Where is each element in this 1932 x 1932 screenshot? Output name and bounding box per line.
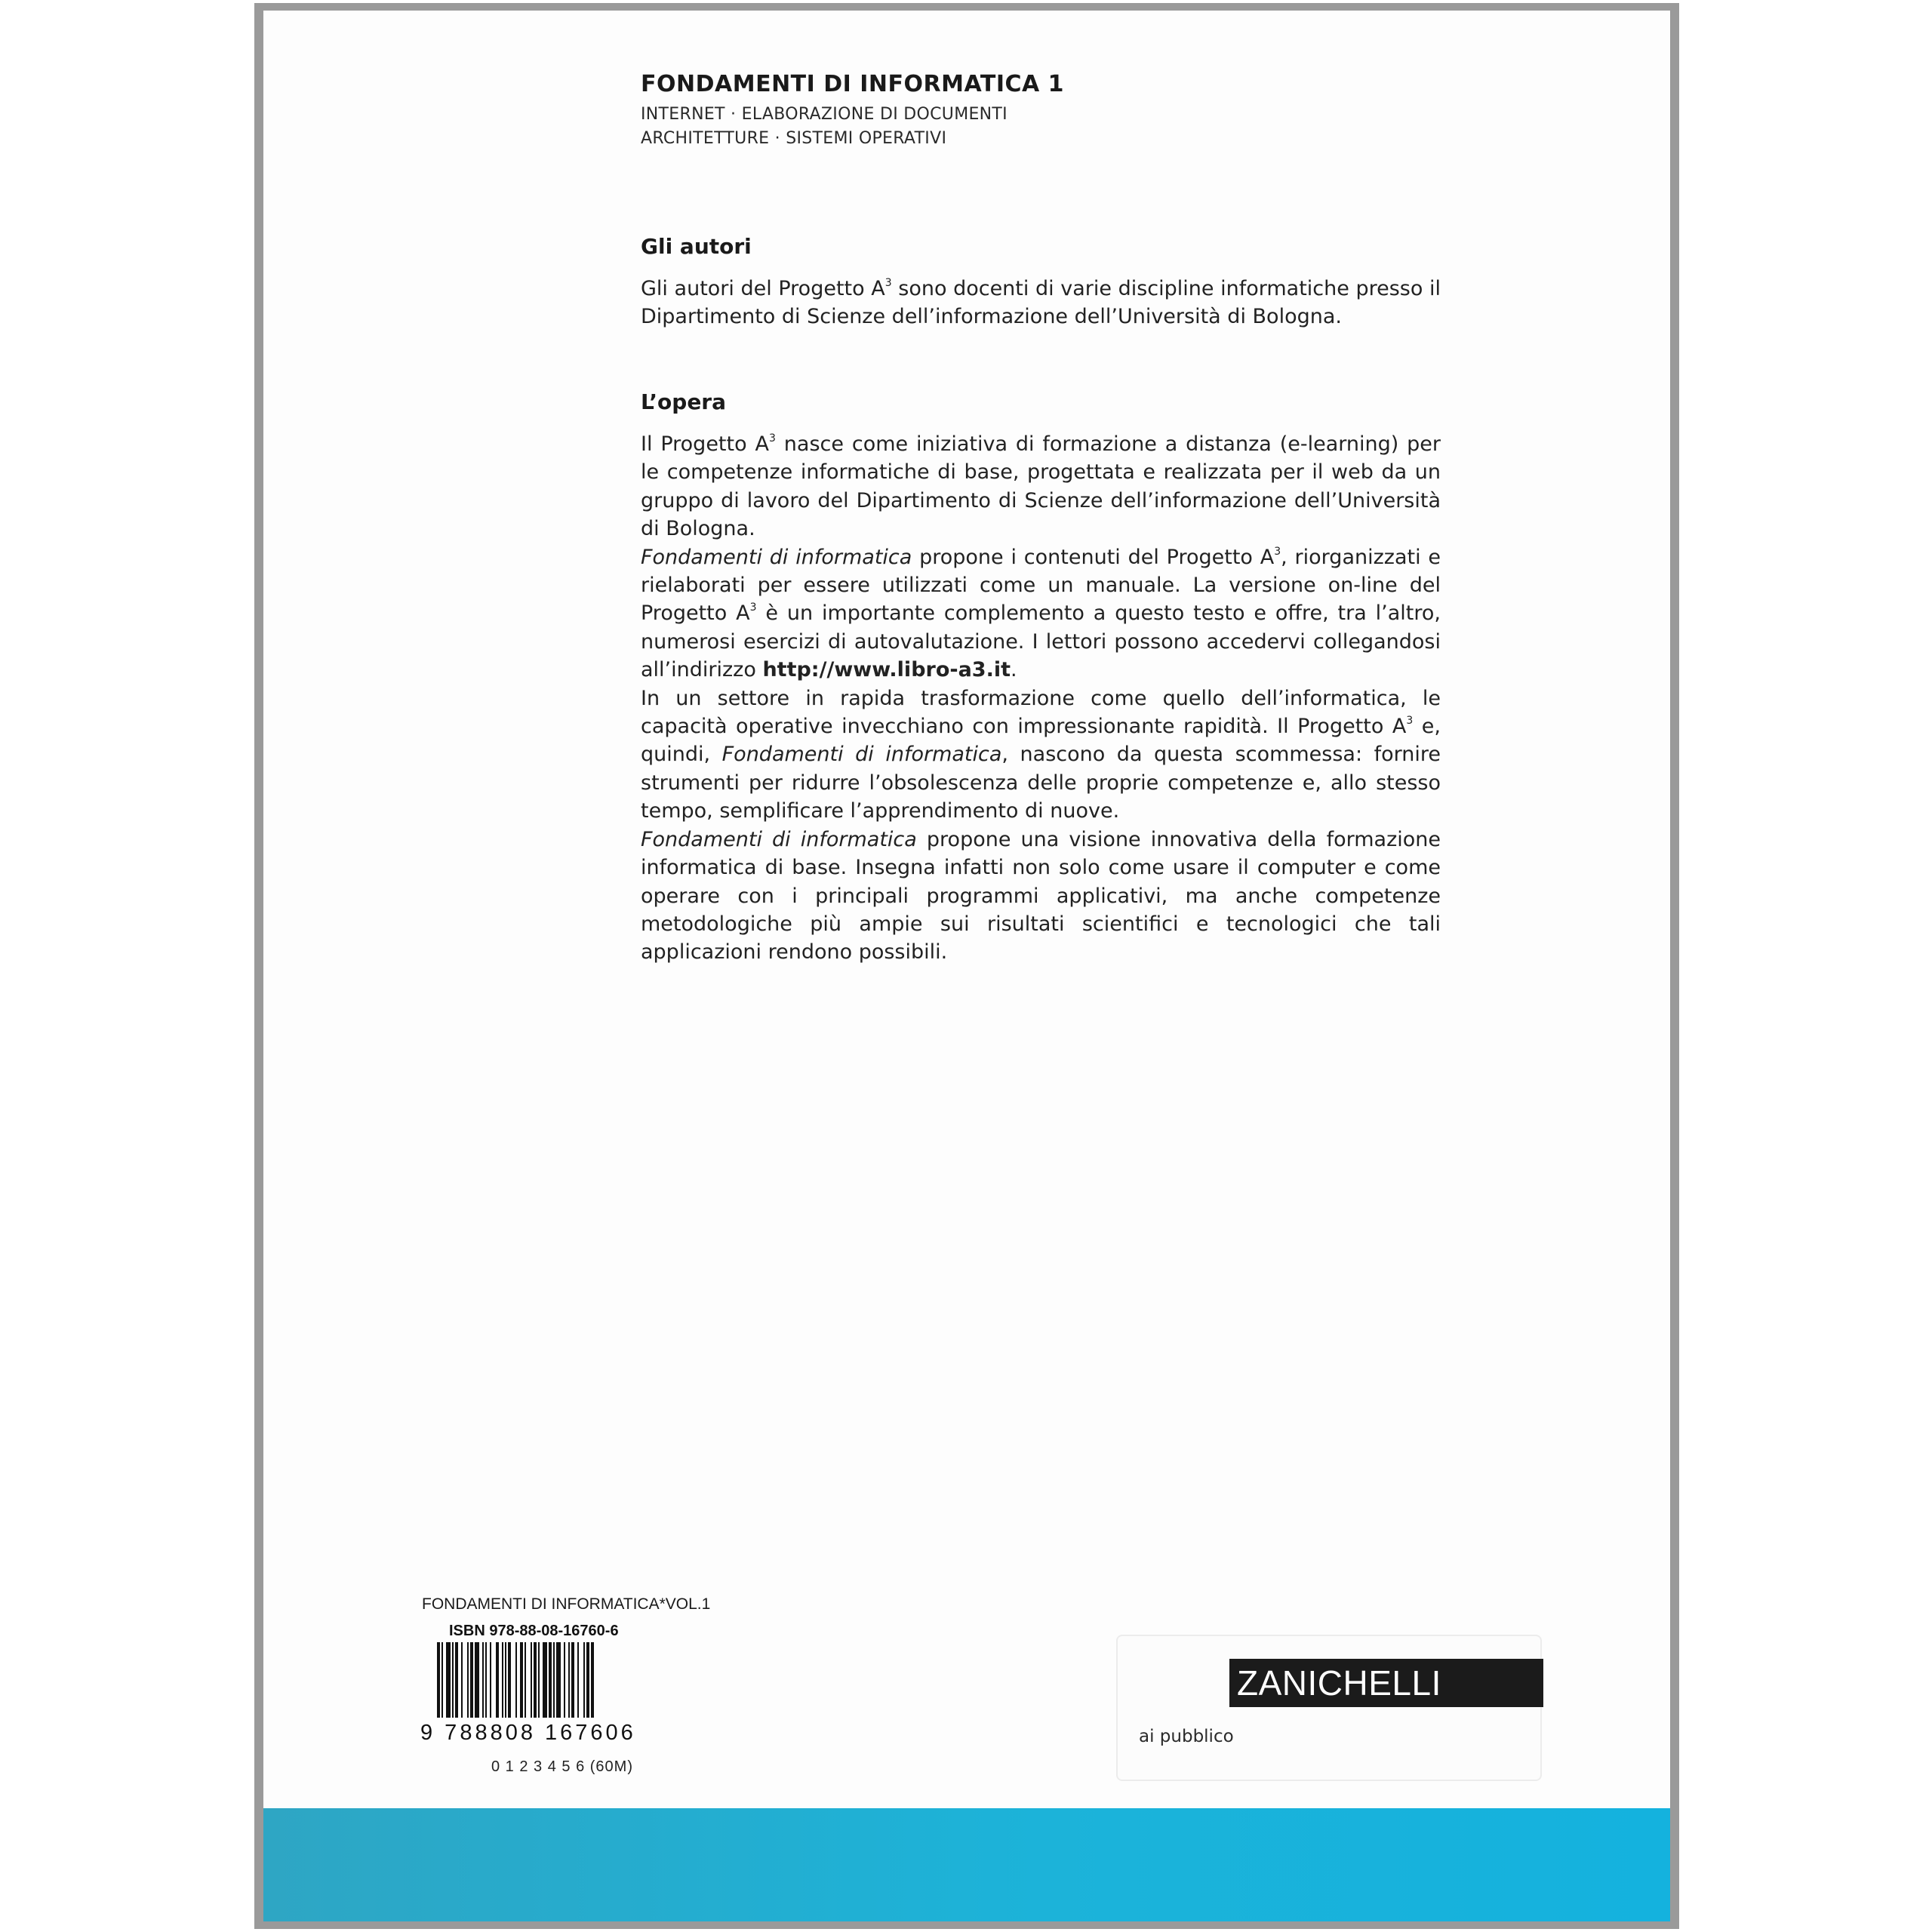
- barcode-bar: [485, 1642, 487, 1718]
- work-paragraph-4: Fondamenti di informatica propone una visione innovativa della formazione informatica di base. Insegna infatti non solo come usare il computer e come operare con i principali programmi applicativi, ma anche competenze metodologiche più ampie sui risultati scientifici e tecnologici che tali applicazioni rendono possibili.: [641, 827, 1441, 964]
- price-label: ai pubblico: [1139, 1727, 1234, 1746]
- barcode-bar: [520, 1642, 523, 1718]
- barcode-bar: [467, 1642, 469, 1718]
- barcode-bar: [543, 1642, 547, 1718]
- series-topics-line-1: INTERNET · ELABORAZIONE DI DOCUMENTI: [641, 105, 1008, 124]
- barcode-bar: [564, 1642, 565, 1718]
- barcode-bar: [577, 1642, 579, 1718]
- barcode-bar: [515, 1642, 517, 1718]
- back-cover-page: [263, 11, 1670, 1921]
- barcode-bar: [455, 1642, 458, 1718]
- barcode-bar: [531, 1642, 532, 1718]
- work-paragraph-3: In un settore in rapida trasformazione come quello dell’informatica, le capacità operative invecchiano con impressionante rapidità. Il Progetto $A^3$ e, quindi, Fondamenti di informatica, nascono da questa scommessa: fornire strumenti per ridurre l’obsolescenza delle proprie competenze e, allo stesso tempo, semplificare l’apprendimento di nuove.: [641, 686, 1441, 823]
- barcode-bar: [508, 1642, 511, 1718]
- barcode-bar: [452, 1642, 454, 1718]
- barcode-bar: [470, 1642, 473, 1718]
- series-title: FONDAMENTI DI INFORMATICA 1: [641, 71, 1065, 97]
- barcode-bar: [534, 1642, 537, 1718]
- isbn-number: ISBN 978-88-08-16760-6: [449, 1623, 619, 1639]
- work-heading: L’opera: [641, 389, 727, 414]
- series-topics: [641, 103, 1008, 151]
- barcode-bar: [505, 1642, 506, 1718]
- work-body: [641, 430, 1441, 967]
- barcode-bar: [502, 1642, 503, 1718]
- barcode-bar: [538, 1642, 540, 1718]
- website-link[interactable]: http://www.libro-a3.it: [762, 658, 1011, 682]
- series-topics-line-2: ARCHITETTURE · SISTEMI OPERATIVI: [641, 129, 947, 148]
- authors-heading: Gli autori: [641, 234, 752, 259]
- barcode-bar: [591, 1642, 594, 1718]
- barcode-bar: [586, 1642, 589, 1718]
- price-sticker: [1116, 1635, 1542, 1781]
- price-code: 0 1 2 3 4 5 6 (60M): [491, 1758, 633, 1775]
- barcode-bar: [475, 1642, 479, 1718]
- barcode-bar: [437, 1642, 440, 1718]
- barcode-bar: [446, 1642, 451, 1718]
- ean-digits: 9 788808 167606: [420, 1721, 636, 1745]
- work-paragraph-2: Fondamenti di informatica propone i contenuti del Progetto $A^3$, riorganizzati e rielaborati per essere utilizzati come un manuale. La versione on-line del Progetto $A^3$ è un importante complemento a questo testo e offre, tra l’altro, numerosi esercizi di autovalutazione. I lettori possono accedervi collegandosi all’indirizzo http://www.libro-a3.it.: [641, 545, 1441, 682]
- barcode-bar: [571, 1642, 574, 1718]
- barcode-bar: [556, 1642, 561, 1718]
- cover-frame: [254, 3, 1679, 1929]
- bottom-color-band: [263, 1808, 1670, 1921]
- isbn-title-line: FONDAMENTI DI INFORMATICA*VOL.1: [422, 1595, 711, 1613]
- barcode-bar: [441, 1642, 443, 1718]
- barcode-bar: [461, 1642, 463, 1718]
- barcode-bar: [553, 1642, 555, 1718]
- barcode-bar: [568, 1642, 570, 1718]
- publisher-logo: ZANICHELLI: [1229, 1659, 1543, 1707]
- barcode-bar: [549, 1642, 552, 1718]
- authors-paragraph: Gli autori del Progetto $A^3$ sono docenti di varie discipline informatiche presso il Dipartimento di Scienze dell’informazione dell’Università di Bologna.: [641, 277, 1441, 329]
- barcode-bar: [583, 1642, 585, 1718]
- barcode: [422, 1642, 641, 1721]
- barcode-bar: [496, 1642, 499, 1718]
- work-paragraph-1: Il Progetto $A^3$ nasce come iniziativa di formazione a distanza (e-learning) per le competenze informatiche di base, progettata e realizzata per il web da un gruppo di lavoro del Dipartimento di Scienze dell’informazione dell’Università di Bologna.: [641, 432, 1441, 541]
- barcode-bar: [482, 1642, 484, 1718]
- barcode-bar: [490, 1642, 491, 1718]
- barcode-bar: [525, 1642, 526, 1718]
